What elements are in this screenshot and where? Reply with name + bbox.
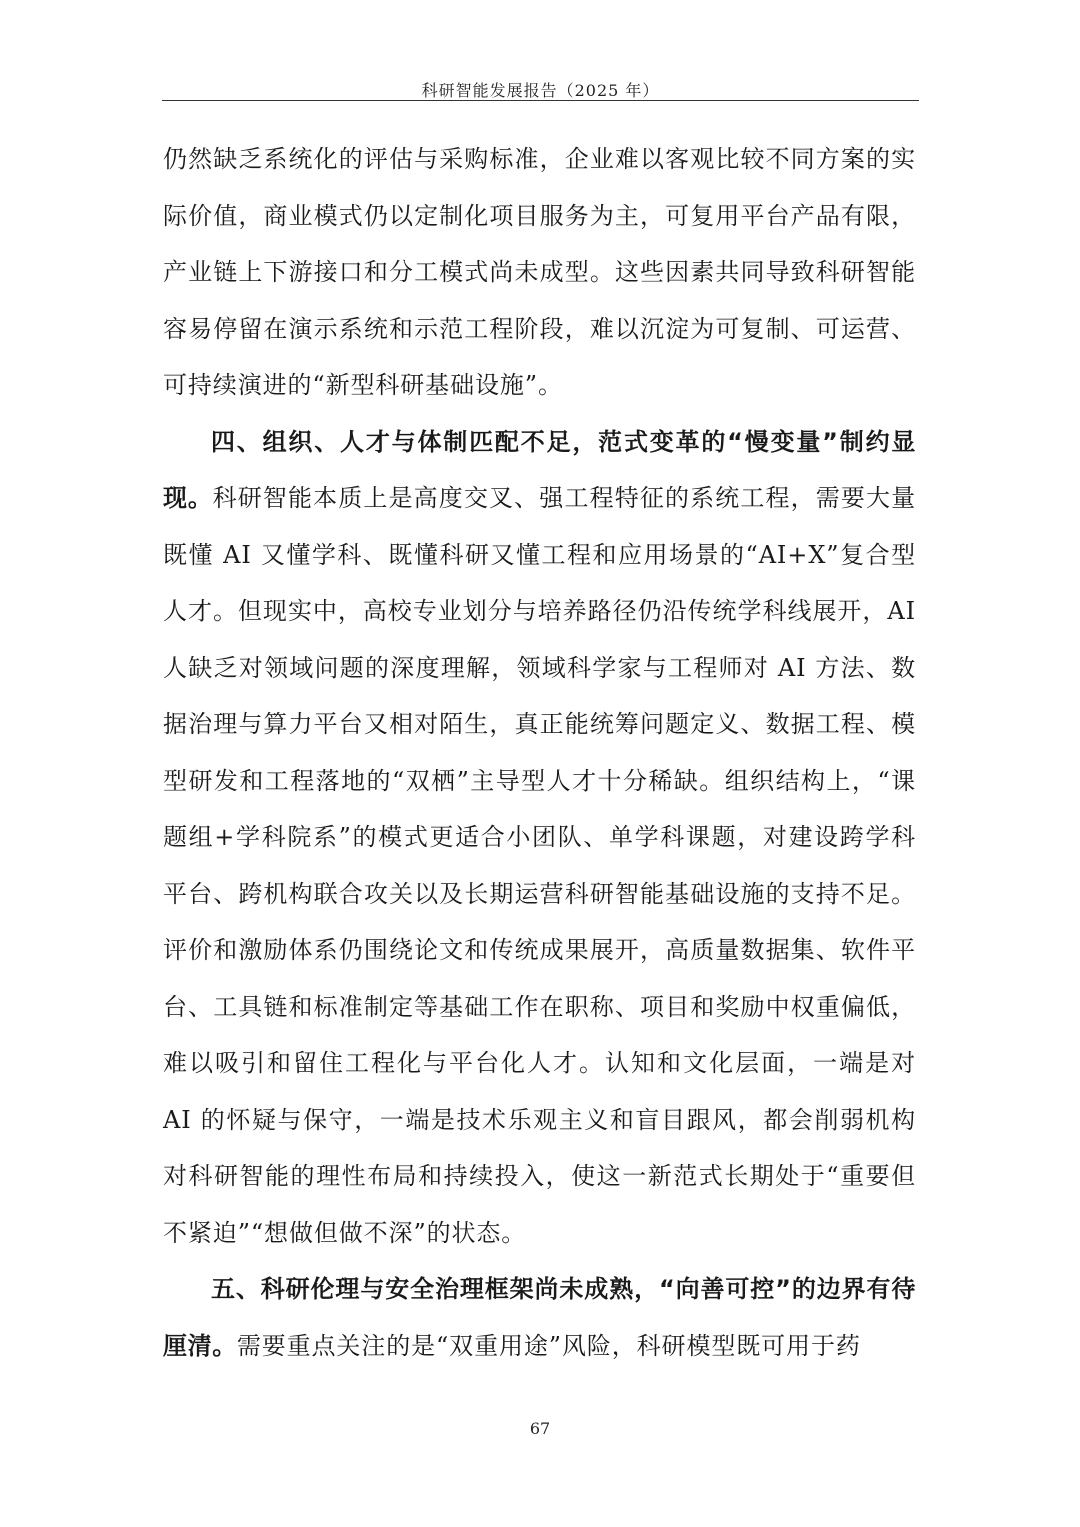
paragraph-text: 需要重点关注的是“双重用途”风险，科研模型既可用于药	[236, 1331, 861, 1360]
paragraph-text: 科研智能本质上是高度交叉、强工程特征的系统工程，需要大量既懂 AI 又懂学科、既懂科研又懂工程和应用场景的“AI+X”复合型人才。但现实中，高校专业划分与培养路径仍沿传统学科线展开，AI 人缺乏对领域问题的深度理解，领域科学家与工程师对 AI 方法、数据治理与算力平台又相对陌生，真正能统筹问题定义、数据工程、模型研发和工程落地的“双栖”主导型人才十分稀缺。组织结构上，“课题组+学科院系”的模式更适合小团队、单学科课题，对建设跨学科平台、跨机构联合攻关以及长期运营科研智能基础设施的支持不足。评价和激励体系仍围绕论文和传统成果展开，高质量数据集、软件平台、工具链和标准制定等基础工作在职称、项目和奖励中权重偏低，难以吸引和留住工程化与平台化人才。认知和文化层面，一端是对 AI 的怀疑与保守，一端是技术乐观主义和盲目跟风，都会削弱机构对科研智能的理性布局和持续投入，使这一新范式长期处于“重要但不紧迫”“想做但做不深”的状态。	[163, 484, 916, 1247]
section-four-heading: 四、组织、人才与体制匹配不足，范式变革的“慢变量”制约显现。	[163, 427, 916, 512]
paragraph-text: 仍然缺乏系统化的评估与采购标准，企业难以客观比较不同方案的实际价值，商业模式仍以定制化项目服务为主，可复用平台产品有限，产业链上下游接口和分工模式尚未成型。这些因素共同导致科研智能容易停留在演示系统和示范工程阶段，难以沉淀为可复制、可运营、可持续演进的“新型科研基础设施”。	[163, 145, 916, 399]
header-rule	[162, 100, 919, 101]
section-five-heading: 五、科研伦理与安全治理框架尚未成熟，“向善可控”的边界有待厘清。	[163, 1275, 916, 1360]
running-header-title: 科研智能发展报告（2025 年）	[421, 81, 660, 100]
page-number: 67	[529, 1419, 551, 1438]
paragraph-section-five	[163, 1261, 916, 1374]
paragraph-continued	[163, 131, 916, 414]
paragraph-section-four	[163, 414, 916, 1262]
body-text	[163, 131, 916, 1374]
